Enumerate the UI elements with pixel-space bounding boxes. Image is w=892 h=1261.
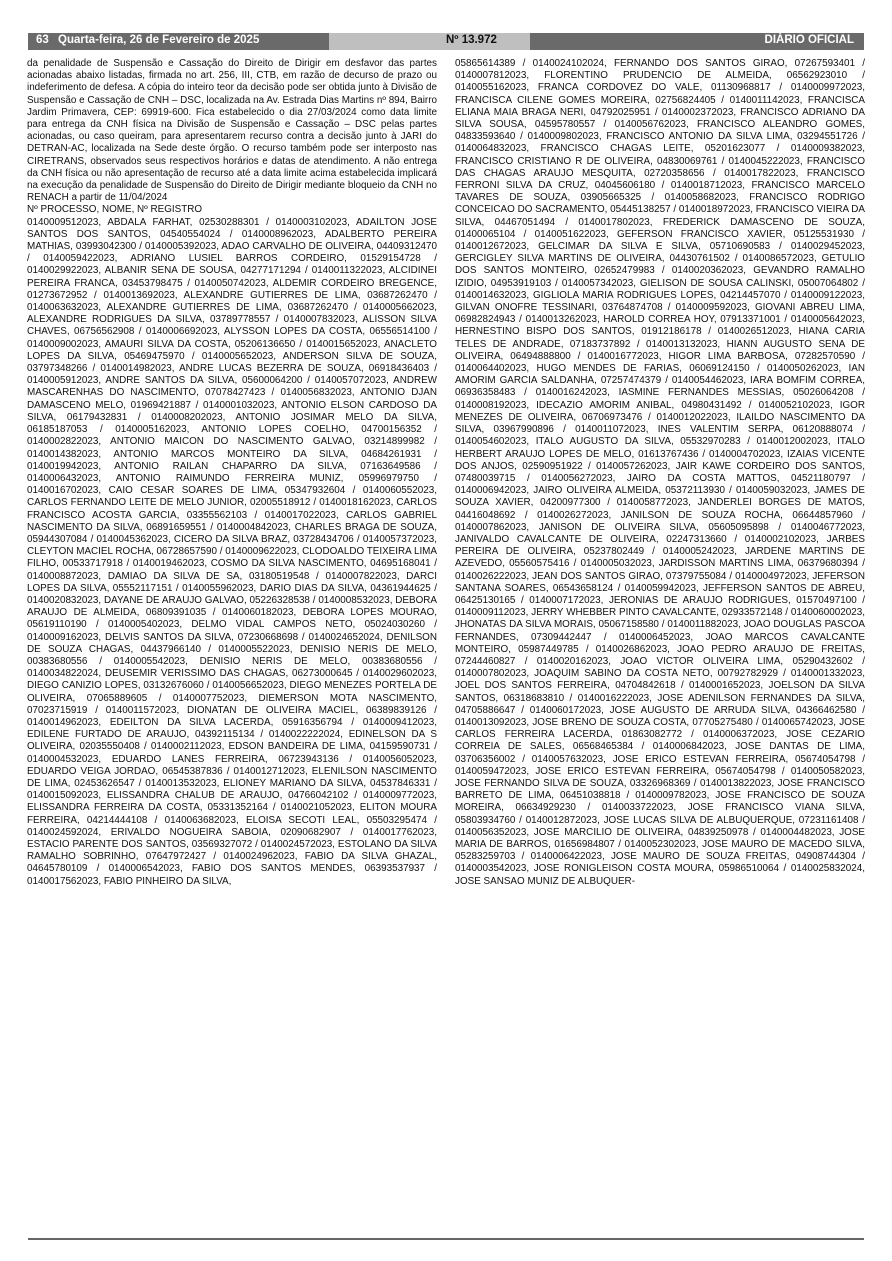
page-number: 63 bbox=[36, 34, 49, 46]
registry-list-right: 05865614389 / 0140024102024, FERNANDO DOS SANTOS GIRAO, 07267593401 / 0140007812023, FLORENTINO PRUDENCIO DE ALMEIDA, 06562923010 / 0140055162023, FRANCA CORDOVEZ DO VALE, 01130968817 / 0140009972023, FRANCISCA CILENE GOMES MOREIRA, 02756824405 / 0140011142023, FRANCISCA ELIANA MAIA BRAGA NERI, 04792025951 / 0140002372023, FRANCISCO ADRIANO DA SILVA SOUSA, 04595780557 / 0140056762023, FRANCISCO ALEANDRO GOMES, 04833593640 / 0140009802023, FRANCISCO ANTONIO DA SILVA LIMA, 03294551726 / 0140064832023, FRANCISCO CHAGAS LEITE, 05201623077 / 0140009382023, FRANCISCO CRISTIANO R DE OLIVEIRA, 04830069761 / 0140045222023, FRANCISCO DAS CHAGAS ARAUJO MESQUITA, 02720358656 / 0140017822023, FRANCISCO FERRONI SILVA DA CRUZ, 04045606180 / 0140018712023, FRANCISCO MARCELO TAVARES DE SOUZA, 03905665325 / 0140058682023, FRANCISCO RODRIGO CONCEICAO DO SACRAMENTO, 05445138257 / 0140018972023, FRANCISCO VIEIRA DA SILVA, 04467051494 / 0140017802023, FREDERICK DAMASCENO DE SOUZA, 01400065104 / 0140051622023, GEFERSON FRANCISCO XAVIER, 05125531930 / 0140012672023, GELCIMAR DA SILVA E SILVA, 05710690583 / 0140029452023, GERCIGLEY SILVA MARTINS DE OLIVEIRA, 04430761502 / 0140086572023, GETULIO DOS SANTOS MONTEIRO, 02652479983 / 0140020362023, GEVANDRO RAMALHO IZIDIO, 04953919103 / 0140057342023, GIELISON DE SOUSA CALINSKI, 05007064802 / 0140014632023, GIGLIOLA MARIA RODRIGUES LOPES, 04214457070 / 0140009122023, GILVAN ONOFRE TESSINARI, 03764874708 / 0140009592023, GIOVANI ABREU LIMA, 06982824943 / 0140013262023, HAROLD CORREA HOY, 07913371001 / 0140005642023, HERNESTINO BISPO DOS SANTOS, 01912186178 / 0140026512023, HIANA CARIA TELES DE ANDRADE, 07183737892 / 0140013132023, HIANN AUGUSTO SENA DE OLIVEIRA, 06494888800 / 0140016772023, HIGOR LIMA BARBOSA, 07282570590 / 0140064402023, HUGO MENDES DE FARIAS, 06069124150 / 0140050262023, IAN AMORIM GARCIA SALDANHA, 07257474379 / 0140054462023, IARA BOMFIM CORREA, 06936358483 / 0140016242023, IASMINE FERNANDES MESSIAS, 05026064208 / 0140008192023, IDECAZIO AMORIM ANIBAL, 04980431492 / 0140052102023, IGOR MENEZES DE OLIVEIRA, 06706973476 / 0140012022023, ILAILDO NASCIMENTO DA SILVA, 03967990896 / 0140011072023, INES VALENTIM SERPA, 06120888074 / 0140054602023, ITALO AUGUSTO DA SILVA, 05532970283 / 0140012002023, ITALO HERBERT ARAUJO LOPES DE MELO, 01613767436 / 0140004702023, IZAIAS VICENTE DOS ANJOS, 02590951922 / 0140057262023, JAIR KAWE CORDEIRO DOS SANTOS, 07480039715 / 0140056272023, JAIRO DA COSTA MATTOS, 04521180797 / 0140006942023, JAIRO OLIVEIRA ALMEIDA, 05372113930 / 0140059032023, JAMES DE SOUZA XAVIER, 04200977300 / 0140058772023, JANDERLEI BORGES DE MATOS, 04416048692 / 0140026272023, JANILSON DE SOUZA ROCHA, 06644857960 / 0140007862023, JANISON DE OLIVEIRA SILVA, 05605095898 / 0140046772023, JANIVALDO CAVALCANTE DE OLIVEIRA, 02247313660 / 0140002102023, JARBES PEREIRA DE OLIVEIRA, 05237802449 / 0140005242023, JARDENE MARTINS DE AZEVEDO, 05560575416 / 0140005032023, JARDISSON MARTINS LIMA, 06379680394 / 0140026222023, JEAN DOS SANTOS GIRAO, 07379755084 / 0140004972023, JEFERSON SANTANA SOARES, 06543658124 / 0140059942023, JEFFERSON SANTOS DE ABREU, 06425130165 / 0140007172023, JERONIAS DE ARAUJO RODRIGUES, 01570497100 / 0140009112023, JERRY WHEBBER PINTO CAVALCANTE, 02933572148 / 0140060002023, JHONATAS DA SILVA MORAIS, 05067158580 / 0140011882023, JOAO DOUGLAS PASCOA FERNANDES, 07309442447 / 0140006452023, JOAO MARCOS CAVALCANTE MONTEIRO, 05987449785 / 0140026862023, JOAO PEDRO ARAUJO DE FREITAS, 07244460827 / 0140020162023, JOAO VICTOR OLIVEIRA LIMA, 05290432602 / 0140007802023, JOAQUIM SABINO DA COSTA NETO, 00792782929 / 0140001332023, JOEL DOS SANTOS FERREIRA, 04704842618 / 0140001652023, JOELSON DA SILVA SANTOS, 06318683810 / 0140016222023, JOSE ADENILSON FERNANDES DA SILVA, 04705886647 / 0140060172023, JOSE AUGUSTO DE ARRUDA SILVA, 04366462580 / 0140013092023, JOSE BRENO DE SOUZA COSTA, 07705275480 / 0140065742023, JOSE CARLOS FERREIRA LACERDA, 01863082772 / 0140006372023, JOSE CEZARIO CORREIA DE SALES, 06568465384 / 0140006842023, JOSE DANTAS DE LIMA, 03706356002 / 0140057632023, JOSE ERICO ESTEVAN FERREIRA, 05674054798 / 0140059472023, JOSE ERICO ESTEVAN FERREIRA, 05674054798 / 0140050582023, JOSE FERNANDO SILVA DE SOUZA, 03326968369 / 0140013822023, JOSE FRANCISCO BARRETO DE LIMA, 06451038818 / 0140009782023, JOSE FRANCISCO DE SOUZA MOREIRA, 06634929230 / 0140033722023, JOSE FRANCISCO VIANA SILVA, 05803934760 / 0140012872023, JOSE LUCAS SILVA DE ALBUQUERQUE, 07231161408 / 0140056352023, JOSE MARCILIO DE OLIVEIRA, 04839250978 / 0140004482023, JOSE MARIA DE BARROS, 01656984807 / 0140052302023, JOSE MAURO DE MACEDO SILVA, 05283259703 / 0140006422023, JOSE MAURO DE SOUZA FREITAS, 04908744304 / 0140003542023, JOSE RONIGLEISON COSTA MOURA, 05986510064 / 0140025832024, JOSE SANSAO MUNIZ DE ALBUQUER- bbox=[455, 58, 865, 887]
publication-name: DIÁRIO OFICIAL bbox=[764, 34, 854, 46]
left-column bbox=[27, 58, 437, 888]
intro-paragraph: da penalidade de Suspensão e Cassação do Direito de Dirigir em desfavor das partes acionadas abaixo listadas, firmada no art. 256, III, CTB, em razão de decurso de prazo ou indeferimento de defesa. A cópia do inteiro teor da decisão pode ser obtida junto à Divisão de Suspensão e Cassação de CNH – DSC, localizada na Av. Estrada Dias Martins nº 894, Bairro Jardim Primavera, CEP: 69919-600. Fica estabelecido o dia 27/03/2024 como data limite para entrega da CNH física na Divisão de Suspensão e Cassação – DSC pelas partes acionadas, ou caso queiram, para apresentarem recurso contra a decisão junto à JARI do DETRAN-AC, localizada na Sede deste órgão. O recurso também pode ser interposto nas CIRETRANS, observados seus respectivos horários e datas de atendimento. A não entrega da CNH física ou não apresentação de recurso até a data limite acima estabelecida implicará na execução da penalidade de Suspensão do Direito de Dirigir mediante bloqueio da CNH no RENACH a partir de 11/04/2024 bbox=[27, 58, 437, 204]
right-column bbox=[455, 58, 865, 888]
list-header: Nº PROCESSO, NOME, Nº REGISTRO bbox=[27, 204, 203, 216]
footer-rule bbox=[28, 1238, 864, 1240]
registry-list-left: 0140009512023, ABDALA FARHAT, 02530288301 / 0140003102023, ADAILTON JOSE SANTOS DOS SANTOS, 04540554024 / 0140008962023, ADALBERTO PEREIRA MATHIAS, 03993042300 / 0140005392023, ADAO CARVALHO DE OLIVEIRA, 04409312470 / 0140059422023, ADRIANO LUSIEL BARROS CORDEIRO, 01529154728 / 0140029922023, ALBANIR SENA DE SOUSA, 04277171294 / 0140011322023, ALCIDINEI PEREIRA FRANCA, 03453798475 / 0140050742023, ALDEMIR CORDEIRO BREGENCE, 01273672952 / 0140013692023, ALEXANDRE GUTIERRES DE LIMA, 03687262470 / 0140063632023, ALEXANDRE GUTIERRES DE LIMA, 03687262470 / 0140005662023, ALEXANDRE RODRIGUES DA SILVA, 03789778557 / 0140007832023, ALISSON SILVA CHAVES, 06756562908 / 0140006692023, ALYSSON LOPES DA COSTA, 06556514100 / 0140009002023, AMAURI SILVA DA COSTA, 05206136650 / 0140015652023, ANACLETO LOPES DA SILVA, 05469475970 / 0140005652023, ANDERSON SILVA DE SOUZA, 03797348266 / 0140014982023, ANDRE LUCAS BEZERRA DE SOUZA, 06918436403 / 0140005912023, ANDRE SANTOS DA SILVA, 05600064200 / 0140057072023, ANDREW MASCARENHAS DO NASCIMENTO, 07078427423 / 0140056832023, ANTONIO DJAN DAMASCENO MELO, 01969421887 / 0140001032023, ANTONIO ELSON CARDOSO DA SILVA, 06179432831 / 0140008202023, ANTONIO JOSIMAR MELO DA SILVA, 06185187053 / 0140005162023, ANTONIO LOPES COELHO, 04700156352 / 0140002822023, ANTONIO MAICON DO NASCIMENTO GALVAO, 03214899982 / 0140014382023, ANTONIO MARCOS MONTEIRO DA SILVA, 04684261931 / 0140019942023, ANTONIO RAILAN CHAPARRO DA SILVA, 07163649586 / 0140006432023, ANTONIO RAIMUNDO FERREIRA MUNIZ, 05996979750 / 0140016702023, CAIO CESAR SOARES DE LIMA, 05347932604 / 0140060552023, CARLOS FERNANDO LEITE DE MELO JUNIOR, 02005518912 / 0140018162023, CARLOS FRANCISCO ACOSTA GARCIA, 03355562103 / 0140017022023, CARLOS GABRIEL NASCIMENTO DA SILVA, 06891659551 / 0140004842023, CHARLES BRAGA DE SOUZA, 05944307084 / 0140045362023, CICERO DA SILVA BRAZ, 03728434706 / 0140057372023, CLEYTON MACIEL ROCHA, 06728657590 / 0140009622023, CLODOALDO TEIXEIRA LIMA FILHO, 00533717918 / 0140019462023, COSMO DA SILVA NASCIMENTO, 04695168041 / 0140008872023, DAMIAO DA SILVA DE SA, 03180519548 / 0140007822023, DARCI LOPES DA SILVA, 05552117151 / 0140055962023, DARIO DIAS DA SILVA, 04361944625 / 0140020832023, DAYANE DE ARAUJO GALVAO, 05226328538 / 0140008532023, DEBORA ARAUJO DE ALMEIDA, 06809391035 / 0140060182023, DEBORA LOPES MOURAO, 05619110190 / 0140005402023, DELMO VIDAL CAMPOS NETO, 05024030260 / 0140009162023, DELVIS SANTOS DA SILVA, 07230668698 / 0140024652024, DENILSON DE SOUZA CHAGAS, 04437966140 / 0140005522023, DENISIO NERIS DE MELO, 00383680556 / 0140005542023, DENISIO NERIS DE MELO, 00383680556 / 0140034822024, DEUSEMIR VERISSIMO DAS CHAGAS, 06273000645 / 0140029602023, DIEGO CANIZIO LOPES, 03132676060 / 0140056652023, DIEGO MENEZES PORTELA DE OLIVEIRA, 07065889605 / 0140007752023, DIEMERSON MOTA NASCIMENTO, 07023715919 / 0140011572023, DIONATAN DE OLIVEIRA MACIEL, 06389839126 / 0140014962023, EDEILTON DA SILVA LACERDA, 05916356794 / 0140009412023, EDILENE FURTADO DE ARAUJO, 04392115134 / 0140022222024, EDINELSON DA S OLIVEIRA, 02035550408 / 0140002112023, EDSON BANDEIRA DE LIMA, 04159590731 / 0140004532023, EDUARDO LANES FERREIRA, 06723943136 / 0140056052023, EDUARDO VEIGA JORDAO, 06545387836 / 0140012712023, ELENILSON NASCIMENTO DE LIMA, 02453626547 / 0140013532023, ELIONEY MARIANO DA SILVA, 04537846331 / 0140015092023, ELISSANDRA CHALUB DE ARAUJO, 04766042102 / 0140009772023, ELISSANDRA FERREIRA DA COSTA, 05331352164 / 0140021052023, ELITON MOURA FERREIRA, 04214444108 / 0140063682023, ELOISA SECOTI LEAL, 05503295474 / 0140024592024, ERIVALDO NOGUEIRA SABOIA, 02090682907 / 0140017762023, ESTACIO PARENTE DOS SANTOS, 03569327072 / 0140024572023, ESTOLANO DA SILVA RAMALHO SOBRINHO, 07647972427 / 0140024962023, FABIO DA SILVA GHAZAL, 04645780109 / 0140006542023, FABIO DOS SANTOS MENDES, 06393537937 / 0140017562023, FABIO PINHEIRO DA SILVA, bbox=[27, 216, 437, 887]
page-header bbox=[28, 33, 864, 50]
issue-number: Nº 13.972 bbox=[446, 34, 497, 46]
issue-date: Quarta-feira, 26 de Fevereiro de 2025 bbox=[58, 34, 260, 46]
